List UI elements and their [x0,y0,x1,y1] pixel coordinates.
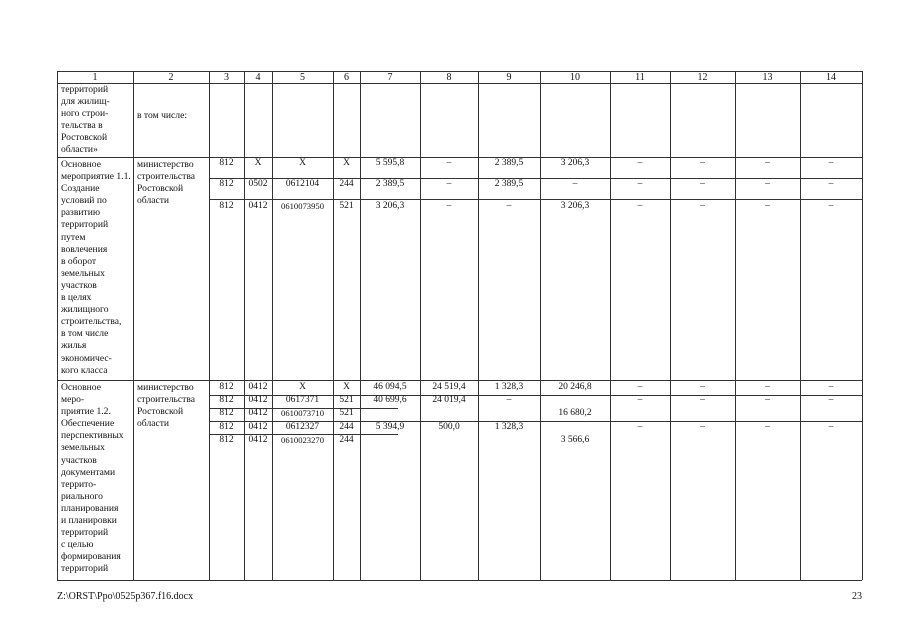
name-line: перспективных [61,430,124,442]
measure1-row2-col7: 2 389,5 [375,179,405,189]
name-line: в целях [61,292,92,304]
measure1-row2-col13: – [765,179,770,189]
header-col-9: 9 [506,72,512,83]
continuation-bottom-border [57,157,862,158]
name-line: земельных [61,442,105,454]
name-line: и планировки [61,515,117,527]
measure2-row2-col7: 40 699,6 [373,395,407,405]
measure2-row3-col3: 812 [219,408,234,418]
name-line: жилищного [61,304,109,316]
col-border-12 [735,71,736,580]
col-border-6 [360,71,361,580]
header-col-3: 3 [224,72,229,83]
name-line: Основное [61,382,101,393]
name-line: документами [61,466,116,478]
name-line: территорий [61,219,109,231]
measure2-row4-col3: 812 [219,422,234,432]
measure1-row3-col13: – [765,201,770,211]
measure1-row3-col6: 521 [339,201,354,211]
measure2-row3-col6: 521 [339,408,354,418]
name-line: области» [61,144,98,156]
header-col-8: 8 [446,72,452,83]
name-line: Основное [61,159,101,170]
name-line: тельства в [61,120,103,132]
measure2-row4-col12: – [700,422,705,432]
executor-line: министерство [137,382,194,393]
col-border-9 [540,71,541,580]
executor-line: министерство [137,159,194,170]
executor-line: строительства [137,171,196,183]
measure1-row1-col12: – [700,158,705,168]
header-col-6: 6 [344,72,349,83]
measure1-row2-col12: – [700,179,705,189]
executor-line: Ростовской [137,406,184,418]
measure2-row2-col4: 0412 [248,395,268,405]
measure1-row3-col8: – [446,201,452,211]
name-line: приятие 1.2. [61,406,111,418]
measure2-row1-col11: – [637,382,643,392]
measure2-row3-col10: 16 680,2 [558,408,592,418]
measure2-row2-col11: – [637,395,643,405]
measure2-row3-col5: 0610073710 [281,408,324,418]
measure2-row1-col6: X [343,382,350,392]
table-bottom-border [57,580,862,581]
measure2-row1-col12: – [700,382,705,392]
executor-line: области [137,195,170,207]
col-border-4 [272,71,273,580]
name-line: участков [61,454,97,466]
header-col-11: 11 [635,72,645,83]
measure1-row1-col3: 812 [219,158,234,168]
measure1-row3-col3: 812 [219,201,234,211]
footer-file-path: Z:\ORST\Ppo\0525p367.f16.docx [57,591,194,602]
measure1-row1-col11: – [637,158,643,168]
measure2-row3-col4: 0412 [248,408,268,418]
executor-line: Ростовской [137,183,184,195]
name-line: формирования [61,551,121,563]
name-line: риального [61,490,103,502]
measure2-row1-col14: – [828,382,834,392]
header-col-1: 1 [92,72,98,83]
name-line: развитию [61,207,101,219]
measure1-row3-col14: – [828,201,834,211]
measure2-row4-col11: – [637,422,643,432]
measure1-row3-col9: – [506,201,512,211]
measure2-name [61,382,133,576]
measure1-row1-col6: X [343,158,350,168]
measure1-row2-col8: – [446,179,452,189]
measure2-row4-col14: – [828,422,834,432]
measure1-row2-col6: 244 [339,179,354,189]
measure1-name [61,159,133,377]
name-line: с целью [61,539,94,551]
measure1-row3-col12: – [700,201,705,211]
measure2-row1-col5: X [299,382,306,392]
table-top-border [57,71,862,72]
col-border-8 [478,71,479,580]
measure2-row4-col7: 5 394,9 [375,422,405,432]
measure1-row2-border [209,199,862,200]
header-col-14: 14 [826,72,836,83]
header-col-4: 4 [255,72,261,83]
measure2-row2-col12: – [700,395,705,405]
measure1-row3-col11: – [637,201,643,211]
measure2-row2-col5: 0617371 [285,395,320,405]
header-col-13: 13 [762,72,773,83]
measure2-row1-col4: 0412 [248,382,268,392]
measure1-row2-col10: – [572,179,578,189]
name-line: земельных [61,267,105,279]
measure1-row1-col9: 2 389,5 [494,158,524,168]
page-number: 23 [852,591,862,602]
measure1-row2-col3: 812 [219,179,234,189]
measure2-row2-col13: – [765,395,770,405]
measure2-row1-col7: 46 094,5 [373,382,407,392]
measure2-row1-col10: 20 246,8 [558,382,592,392]
measure2-row1-col3: 812 [219,382,234,392]
col-border-13 [800,71,801,580]
name-line: строительства, [61,316,122,328]
measure1-row1-col7: 5 595,8 [375,158,405,168]
measure2-row2-col6: 521 [339,395,354,405]
measure1-row3-col7: 3 206,3 [375,201,405,211]
measure1-row1-col5: X [299,158,306,168]
measure2-row5-col4: 0412 [248,435,268,445]
measure1-row2-col5: 0612104 [285,179,320,189]
measure2-row2-col3: 812 [219,395,234,405]
name-line: меро- [61,394,85,406]
measure2-row2-col8: 24 019,4 [432,395,466,405]
measure2-row5-col3: 812 [219,435,234,445]
header-col-5: 5 [300,72,305,83]
measure2-row5-col6: 244 [339,435,354,445]
col-border-7 [420,71,421,580]
measure1-row1-col13: – [765,158,770,168]
measure2-row4-col9: 1 328,3 [494,422,524,432]
col-border-2 [209,71,210,580]
name-line: мероприятие 1.1. [61,171,131,183]
measure2-row4-col6: 244 [339,422,354,432]
measure1-row1-col4: X [254,158,262,168]
header-col-7: 7 [387,72,393,83]
name-line: вовлечения [61,243,108,255]
continuation-executor: в том числе: [137,110,188,121]
measure2-row5-col10: 3 566,6 [560,435,590,445]
measure1-row3-col10: 3 206,3 [560,201,590,211]
name-line: экономичес- [61,352,112,364]
name-line: планирования [61,502,119,514]
name-line: территорий [61,527,109,539]
name-line: путем [61,231,86,243]
header-bottom-border [57,83,862,84]
executor-line: области [137,418,170,430]
measure2-row1-col9: 1 328,3 [494,382,524,392]
measure2-row4-col5: 0612327 [285,422,320,432]
col-border-11 [670,71,671,580]
measure1-row2-col4: 0502 [248,179,268,189]
measure1-row1-col14: – [828,158,834,168]
col-border-10 [610,71,611,580]
name-line: участков [61,279,97,291]
name-line: территорий [61,84,109,95]
name-line: Создание [61,183,100,195]
name-line: кого класса [61,364,108,376]
measure2-row4-col4: 0412 [248,422,268,432]
header-col-10: 10 [570,72,580,83]
name-line: для жилищ- [61,96,110,108]
measure2-row1-col8: 24 519,4 [432,382,466,392]
measure2-row2-col9: – [506,395,512,405]
measure1-row2-col11: – [637,179,643,189]
name-line: Обеспечение [61,418,115,430]
measure1-row2-col14: – [828,179,834,189]
col-border-14 [862,71,863,580]
executor-line: строительства [137,394,196,406]
measure1-row3-col4: 0412 [248,201,268,211]
measure2-row5-col5: 0610023270 [281,435,324,445]
name-line: Ростовской [61,132,108,144]
col-border-0 [57,71,58,580]
name-line: в том числе [61,328,109,340]
measure1-bottom-border [57,380,862,381]
name-line: террито- [61,478,97,490]
measure1-executor [137,159,209,207]
continuation-name [61,84,133,157]
measure1-row1-col8: – [446,158,452,168]
name-line: условий по [61,195,107,207]
col-border-3 [244,71,245,580]
header-col-12: 12 [697,72,708,83]
measure2-executor [137,382,209,430]
col-border-1 [133,71,134,580]
measure2-row4-col13: – [765,422,770,432]
measure1-row3-col5: 0610073950 [281,201,324,211]
name-line: жилья [61,340,87,352]
name-line: ного строи- [61,108,109,120]
col-border-5 [333,71,334,580]
measure2-row4-col8: 500,0 [438,422,460,432]
measure2-row2-col14: – [828,395,834,405]
name-line: в оборот [61,255,97,267]
measure1-row1-col10: 3 206,3 [560,158,590,168]
measure1-row2-col9: 2 389,5 [494,179,524,189]
measure2-row1-col13: – [765,382,770,392]
name-line: территорий [61,563,109,575]
header-col-2: 2 [168,72,174,83]
